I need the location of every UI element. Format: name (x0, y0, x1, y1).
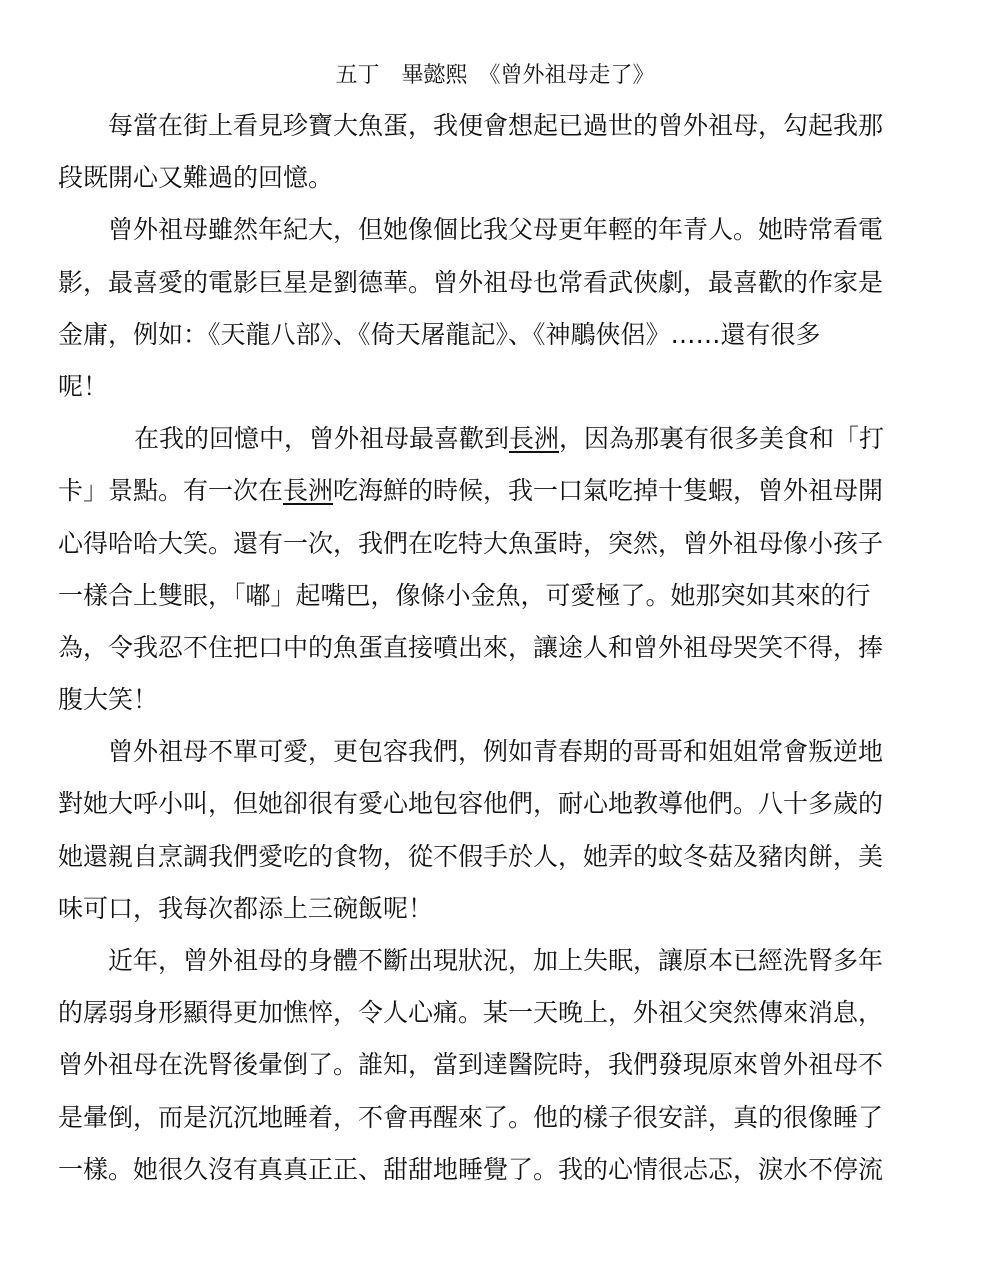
text-line: 近年，曾外祖母的身體不斷出現狀況，加上失眠，讓原本已經洗腎多年 (108, 946, 884, 975)
text-line: 她還親自烹調我們愛吃的食物，從不假手於人，她弄的蚊冬菇及豬肉餅，美 (58, 841, 884, 871)
paragraph-3 (58, 413, 932, 726)
paragraph-2 (58, 204, 932, 413)
text-line: 是暈倒，而是沉沉地睡着，不會再醒來了。他的樣子很安詳，真的很像睡了 (58, 1102, 884, 1132)
text-line: 影，最喜愛的電影巨星是劉德華。曾外祖母也常看武俠劇，最喜歡的作家是 (58, 267, 884, 297)
place-name-underlined: 長洲 (509, 424, 560, 454)
text-line (58, 413, 932, 465)
text-line: 曾外祖母不單可愛，更包容我們，例如青春期的哥哥和姐姐常會叛逆地 (108, 737, 884, 767)
document-page (58, 56, 932, 1196)
place-name-underlined: 長洲 (283, 476, 334, 506)
paragraph-5 (58, 935, 932, 1196)
text-line: 為，令我忍不住把口中的魚蛋直接噴出來，讓途人和曾外祖母哭笑不得，捧 (58, 632, 884, 662)
text-span: 卡」景點。有一次在 (58, 476, 284, 506)
text-line: 的孱弱身形顯得更加憔悴，令人心痛。某一天晚上，外祖父突然傳來消息， (58, 998, 884, 1028)
paragraph-4 (58, 726, 932, 935)
text-line: 味可口，我每次都添上三碗飯呢！ (58, 893, 434, 923)
text-line: 腹大笑！ (58, 685, 159, 715)
text-span: 在我的回憶中，曾外祖母最喜歡到 (134, 424, 510, 454)
text-line (58, 465, 932, 517)
text-line: 曾外祖母雖然年紀大，但她像個比我父母更年輕的年青人。她時常看電 (108, 215, 884, 245)
text-line: 段既開心又難過的回憶。 (58, 163, 334, 193)
paragraph-1 (58, 100, 932, 204)
text-line: 每當在街上看見珍寶大魚蛋，我便會想起已過世的曾外祖母，勾起我那 (108, 111, 884, 140)
text-line: 一樣合上雙眼，「嘟」起嘴巴，像條小金魚，可愛極了。她那突如其來的行 (58, 580, 871, 610)
text-line: 金庸，例如：《天龍八部》、《倚天屠龍記》、《神鵰俠侶》……還有很多 (58, 319, 821, 349)
text-span: 吃海鮮的時候，我一口氣吃掉十隻蝦，曾外祖母開 (333, 476, 884, 506)
text-span: ，因為那裏有很多美食和「打 (559, 424, 885, 454)
text-line: 一樣。她很久沒有真真正正、甜甜地睡覺了。我的心情很忐忑，淚水不停流 (58, 1154, 884, 1184)
text-line: 曾外祖母在洗腎後暈倒了。誰知，當到達醫院時，我們發現原來曾外祖母不 (58, 1050, 884, 1080)
essay-title: 五丁 畢懿熙 《曾外祖母走了》 (335, 63, 655, 88)
text-line: 心得哈哈大笑。還有一次，我們在吃特大魚蛋時，突然，曾外祖母像小孩子 (58, 528, 884, 558)
text-line: 呢！ (58, 371, 109, 401)
text-line: 對她大呼小叫，但她卻很有愛心地包容他們，耐心地教導他們。八十多歲的 (58, 789, 884, 819)
